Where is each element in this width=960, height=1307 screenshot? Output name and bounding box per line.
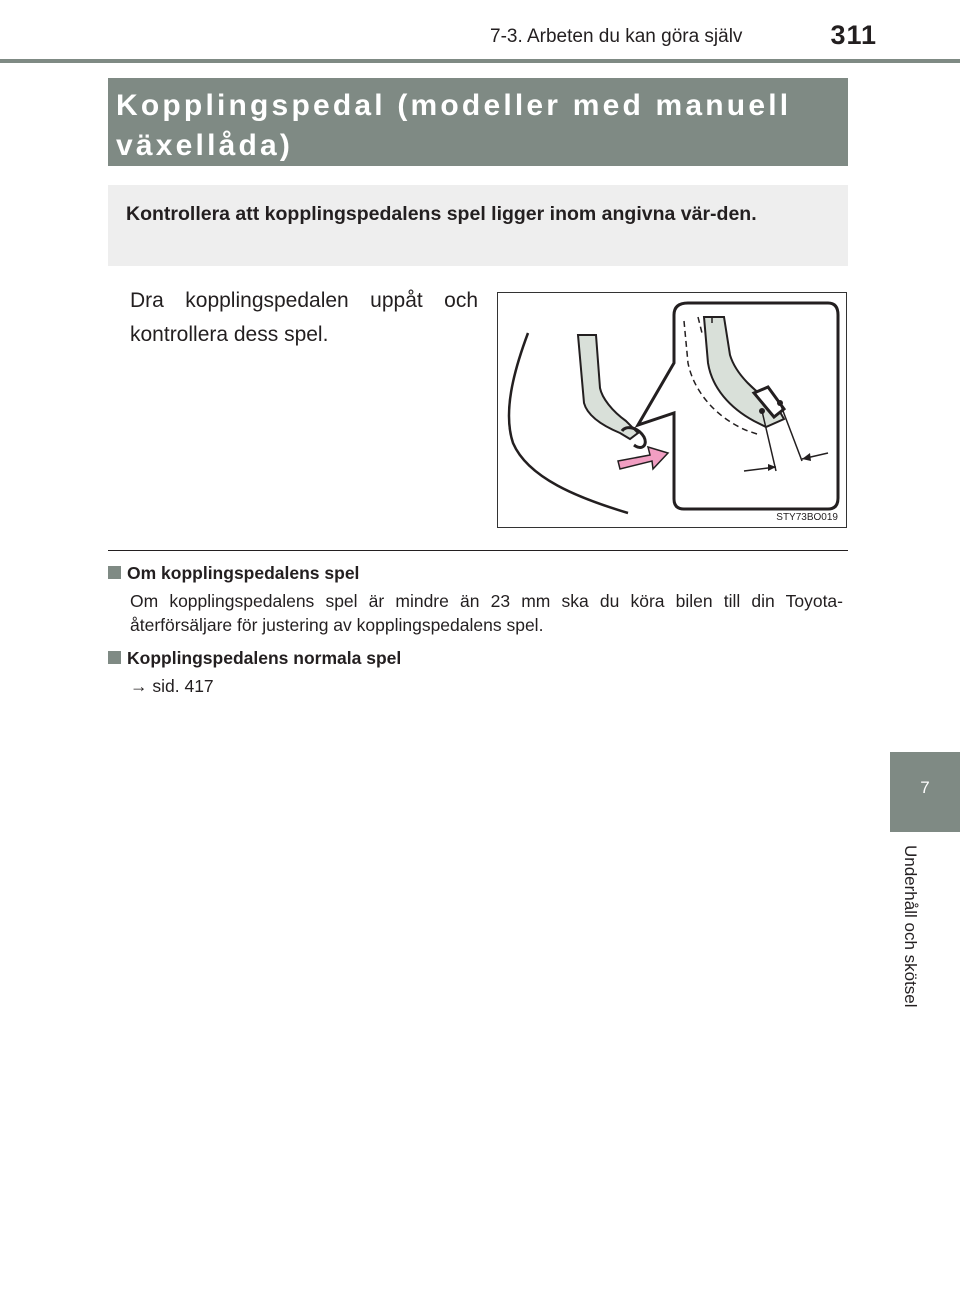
figure-code: STY73BO019 — [776, 512, 838, 523]
square-bullet-icon — [108, 566, 121, 579]
note-free-play — [108, 561, 843, 637]
section-rule — [108, 550, 848, 551]
note-text: Om kopplingspedalens spel är mindre än 23 mm ska du köra bilen till din Toyota-återförsäljare för justering av kopplingspedalens spel. — [130, 591, 843, 635]
chapter-number: 7 — [920, 778, 930, 797]
chapter-tab[interactable] — [890, 752, 960, 832]
page-title-line2: växellåda) — [116, 129, 294, 162]
intro-box — [108, 185, 848, 266]
page-number: 311 — [830, 20, 877, 50]
note-heading — [108, 561, 843, 585]
page-reference-link[interactable]: → sid. 417 — [130, 676, 214, 696]
clutch-pedal-figure — [497, 292, 847, 528]
square-bullet-icon — [108, 651, 121, 664]
chapter-label: Underhåll och skötsel — [901, 845, 920, 1008]
page-title — [116, 86, 848, 166]
header-rule — [0, 59, 960, 63]
note-heading-text: Kopplingspedalens normala spel — [127, 648, 402, 668]
body-text: Dra kopplingspedalen uppåt och kontrollera dess spel. — [130, 289, 478, 346]
note-heading-text: Om kopplingspedalens spel — [127, 563, 360, 583]
header-section-title: 7-3. Arbeten du kan göra själv — [490, 26, 743, 47]
title-bar — [108, 78, 848, 166]
note-heading — [108, 646, 843, 670]
clutch-pedal-illustration — [498, 293, 846, 527]
page-title-line1: Kopplingspedal (modeller med manuell — [116, 89, 792, 122]
note-normal-free-play — [108, 646, 843, 698]
intro-text: Kontrollera att kopplingspedalens spel ligger inom angivna vär-den. — [126, 203, 757, 225]
